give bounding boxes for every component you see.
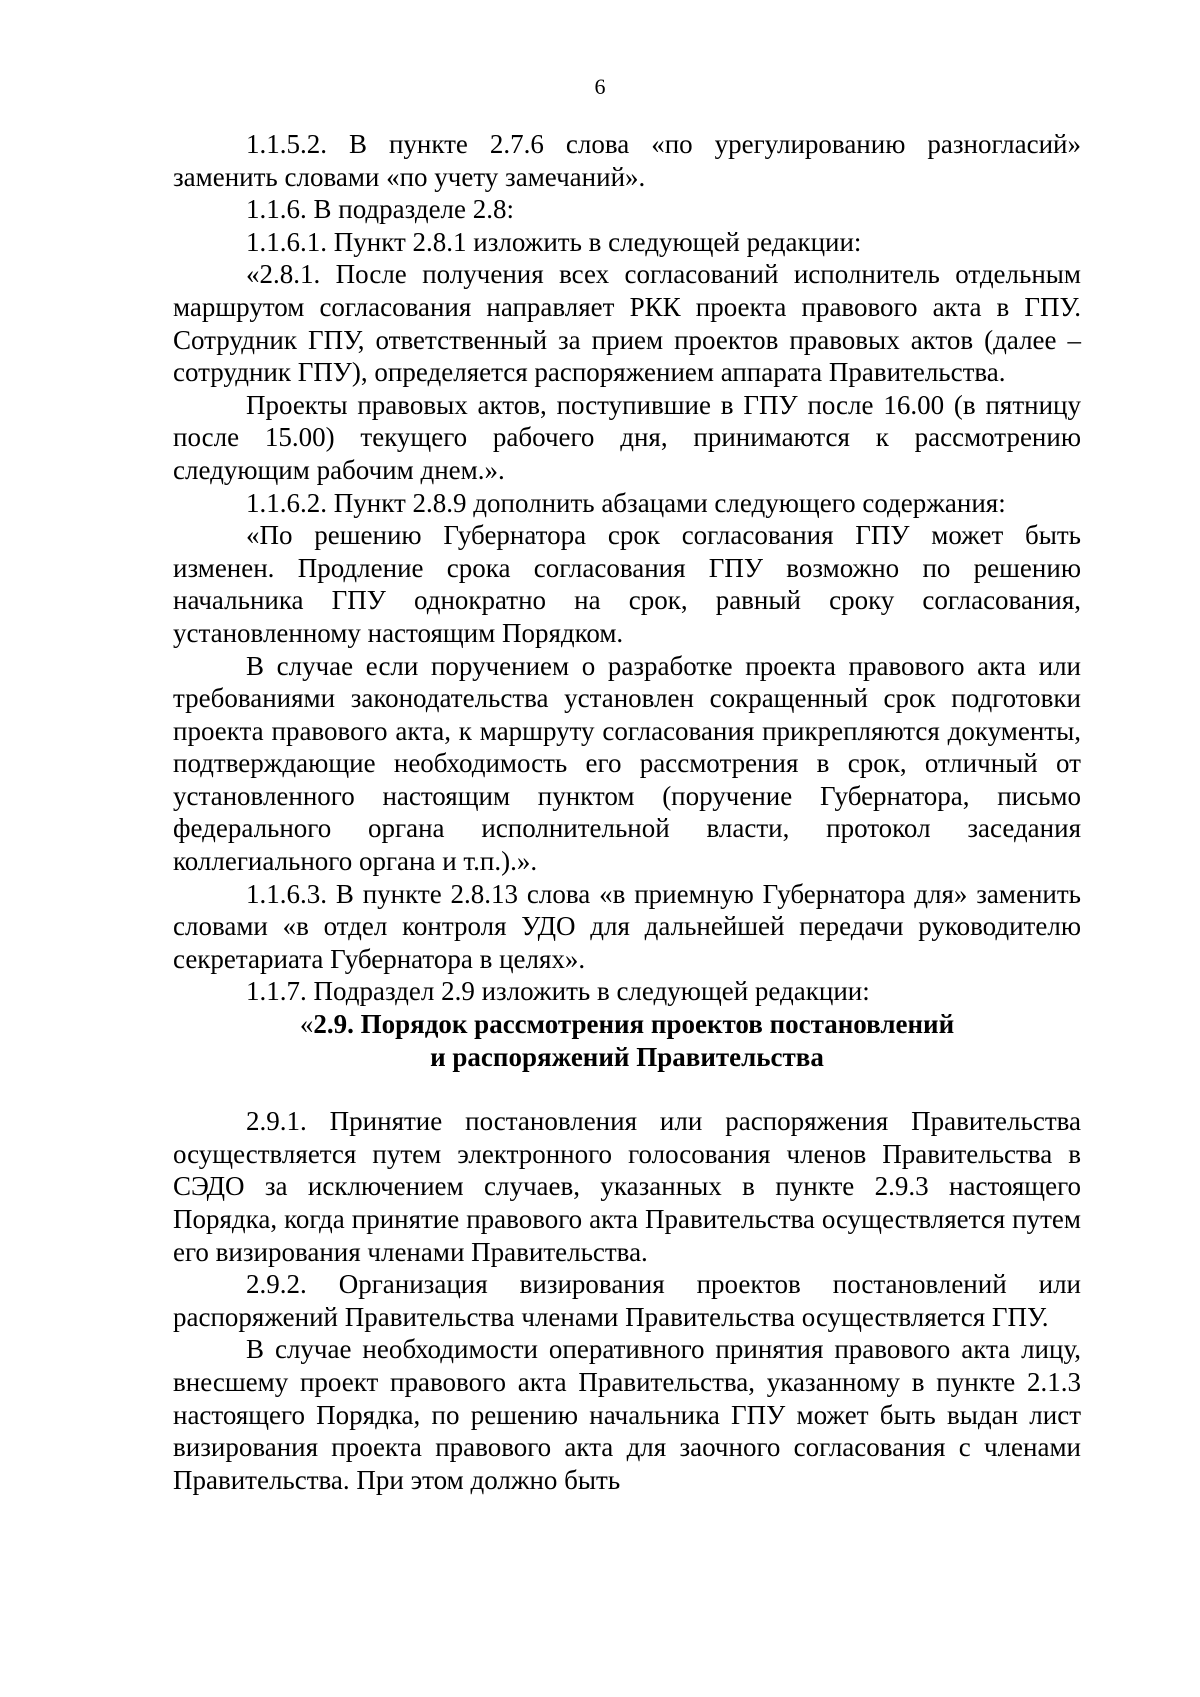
spacer: [173, 1073, 1081, 1105]
paragraph: 1.1.6.2. Пункт 2.8.9 дополнить абзацами следующего содержания:: [246, 487, 1006, 518]
paragraph: 1.1.5.2. В пункте 2.7.6 слова «по урегулированию разногласий» заменить словами «по учету замечаний».: [173, 129, 1081, 192]
heading-open-quote: «: [299, 1009, 314, 1040]
paragraph: «2.8.1. После получения всех согласований исполнитель отдельным маршрутом согласования направляет РКК проекта правового акта в ГПУ. Сотрудник ГПУ, ответственный за прием проектов правовых актов (далее – сотрудник ГПУ), определяется распоряжением аппарата Правительства.: [173, 259, 1081, 388]
section-heading: [173, 1008, 1081, 1073]
paragraph: В случае если поручением о разработке проекта правового акта или требованиями законодательства установлен сокращенный срок подготовки проекта правового акта, к маршруту согласования прикрепляются документы, подтверждающие необходимость его рассмотрения в срок, отличный от установленного настоящим пунктом (поручение Губернатора, письмо федерального органа исполнительной власти, протокол заседания коллегиального органа и т.п.).».: [173, 650, 1081, 877]
paragraph: 1.1.6.3. В пункте 2.8.13 слова «в приемную Губернатора для» заменить словами «в отдел контроля УДО для дальнейшей передачи руководителю секретариата Губернатора в целях».: [173, 878, 1081, 974]
paragraph: 1.1.6. В подразделе 2.8:: [246, 194, 515, 225]
paragraph: «По решению Губернатора срок согласования ГПУ может быть изменен. Продление срока согласования ГПУ возможно по решению начальника ГПУ однократно на срок, равный сроку согласования, установленному настоящим Порядком.: [173, 520, 1081, 648]
document-body: [173, 128, 1081, 1496]
paragraph: В случае необходимости оперативного принятия правового акта лицу, внесшему проект правового акта Правительства, указанному в пункте 2.1.3 настоящего Порядка, по решению начальника ГПУ может быть выдан лист визирования проекта правового акта для заочного согласования с членами Правительства. При этом должно быть: [173, 1334, 1081, 1495]
paragraph: 2.9.1. Принятие постановления или распоряжения Правительства осуществляется путем электронного голосования членов Правительства в СЭДО за исключением случаев, указанных в пункте 2.9.3 настоящего Порядка, когда принятие правового акта Правительства осуществляется путем его визирования членами Правительства.: [173, 1106, 1081, 1267]
heading-line-1: 2.9. Порядок рассмотрения проектов постановлений: [313, 1009, 955, 1040]
paragraph: 1.1.7. Подраздел 2.9 изложить в следующей редакции:: [246, 976, 870, 1007]
page-number: 6: [594, 74, 606, 99]
paragraph: Проекты правовых актов, поступившие в ГПУ после 16.00 (в пятницу после 15.00) текущего рабочего дня, принимаются к рассмотрению следующим рабочим днем.».: [173, 389, 1081, 485]
paragraph: 1.1.6.1. Пункт 2.8.1 изложить в следующей редакции:: [246, 226, 862, 257]
paragraph: 2.9.2. Организация визирования проектов постановлений или распоряжений Правительства членами Правительства осуществляется ГПУ.: [173, 1269, 1081, 1332]
heading-line-2: и распоряжений Правительства: [430, 1041, 824, 1072]
